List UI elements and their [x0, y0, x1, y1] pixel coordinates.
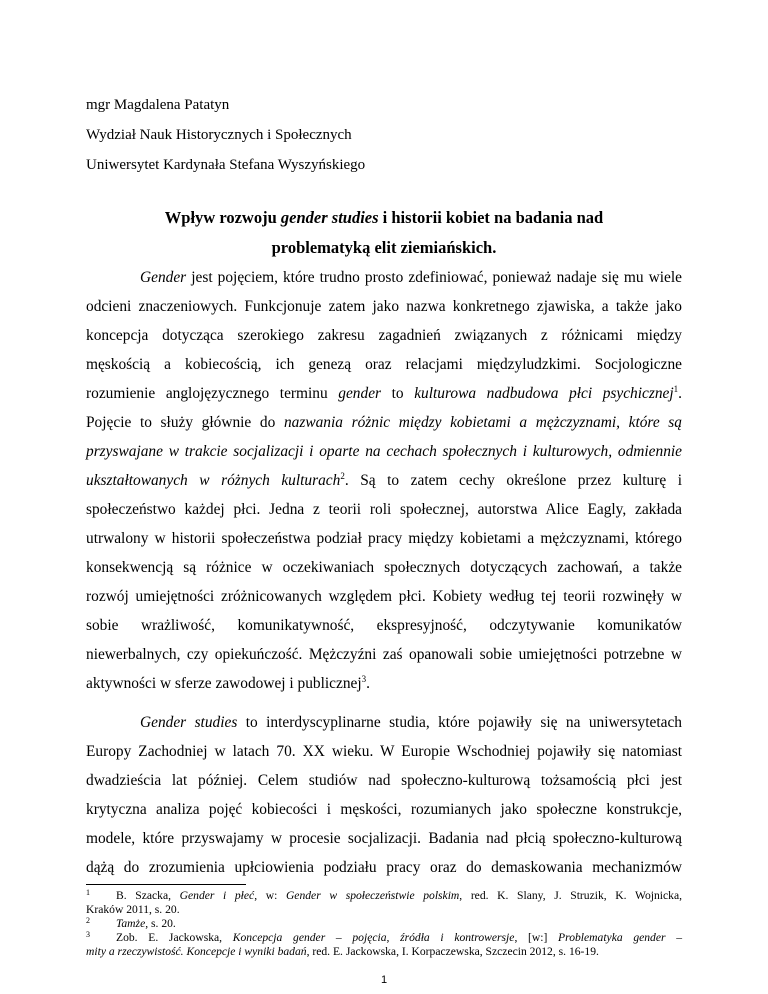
paragraph-1-line-6: Pojęcie to służy głównie do nazwania różnic między kobietami a mężczyznami, które są — [86, 414, 682, 431]
paragraph-2-line-1: Gender studies to interdyscyplinarne studia, które pojawiły się na uniwersytetach — [140, 714, 682, 731]
paragraph-2-line-3: dwadzieścia lat później. Celem studiów nad społeczno-kulturową tożsamością płci jest — [86, 772, 682, 789]
paragraph-2-line-4: krytyczna analiza pojęć kobiecości i męskości, rozumianych jako społeczne konstrukcje, — [86, 801, 682, 818]
paragraph-1-line-11: konsekwencją są różnice w oczekiwaniach społecznych dotyczących zachowań, a także — [86, 559, 682, 576]
footnote-1-line-1: B. Szacka, Gender i płeć, w: Gender w społeczeństwie polskim, red. K. Slany, J. Struzik, K. Wojnicka, — [116, 889, 683, 902]
footnote-ref-2[interactable]: 2 — [340, 470, 345, 481]
footnote-ref-3[interactable]: 3 — [361, 673, 367, 684]
footnote-3-line-1: Zob. E. Jackowska, Koncepcja gender – pojęcia, źródła i kontrowersje, [w:] Problematyka gender – — [116, 931, 682, 944]
footnote-1-mark: 1 — [86, 888, 90, 897]
paragraph-1-line-4: męskością a kobiecością, ich genezą oraz relacjami międzyludzkimi. Socjologiczne — [86, 356, 682, 373]
paragraph-1-line-12: rozwój umiejętności zróżnicowanych względem płci. Kobiety według tej teorii rozwinęły w — [86, 588, 682, 605]
paragraph-2-line-5: modele, które przyswajamy w procesie socjalizacji. Badania nad płcią społeczno-kulturową — [86, 830, 682, 847]
footnote-separator — [86, 884, 246, 885]
footnote-2-mark: 2 — [86, 916, 90, 925]
department-name: Wydział Nauk Historycznych i Społecznych — [86, 127, 352, 143]
paragraph-1-line-8: ukształtowanych w różnych kulturach$^2$. Są to zatem cechy określone przez kulturę i — [86, 470, 683, 489]
paragraph-1-line-14: niewerbalnych, czy opiekuńczość. Mężczyźni zaś opanowali sobie umiejętności potrzebne w — [86, 646, 682, 663]
paragraph-1-line-5: rozumienie anglojęzycznego terminu gender to kulturowa nadbudowa płci psychicznej$^1$. — [86, 383, 683, 402]
paragraph-2-line-2: Europy Zachodniej w latach 70. XX wieku. W Europie Wschodniej pojawiły się natomiast — [86, 743, 682, 760]
footnote-1-line-2: Kraków 2011, s. 20. — [86, 903, 180, 916]
paragraph-1-line-9: społeczeństwo każdej płci. Jedna z teorii roli społecznej, autorstwa Alice Eagly, zakłada — [86, 501, 682, 518]
footnote-ref-1[interactable]: 1 — [673, 383, 679, 394]
document-title-line-2: problematyką elit ziemiańskich. — [271, 238, 497, 257]
footnote-3-line-2: mity a rzeczywistość. Koncepcje i wyniki badań, red. E. Jackowska, I. Korpaczewska, Szczecin 2012, s. 16-19. — [86, 945, 599, 958]
university-name: Uniwersytet Kardynała Stefana Wyszyńskiego — [86, 157, 366, 173]
document-title-line-1: Wpływ rozwoju gender studies i historii kobiet na badania nad — [164, 208, 604, 227]
page-number: 1 — [380, 974, 388, 986]
paragraph-1-line-10: utrwalony w historii społeczeństwa podział pracy między kobietami a mężczyznami, którego — [86, 530, 682, 547]
paragraph-1-line-3: koncepcja dotycząca szerokiego zakresu zagadnień związanych z różnicami między — [86, 327, 682, 344]
paragraph-1-line-15: aktywności w sferze zawodowej i publicznej$^3$. — [86, 673, 371, 692]
paragraph-1-line-2: odcieni znaczeniowych. Funkcjonuje zatem jako nazwa konkretnego zjawiska, a także jako — [86, 298, 682, 315]
paragraph-1-line-1: Gender jest pojęciem, które trudno prosto zdefiniować, ponieważ nadaje się mu wiele — [140, 269, 682, 286]
paragraph-1-line-13: sobie wrażliwość, komunikatywność, ekspresyjność, odczytywanie komunikatów — [86, 617, 682, 634]
footnote-2: Tamże, s. 20. — [116, 917, 176, 930]
paragraph-2-line-6: dążą do zrozumienia upłciowienia podziału pracy oraz do demaskowania mechanizmów — [86, 859, 682, 876]
footnote-3-mark: 3 — [86, 930, 90, 939]
paragraph-1-line-7: przyswajane w trakcie socjalizacji i oparte na cechach społecznych i kulturowych, odmiennie — [86, 443, 682, 460]
title-italic: gender studies — [280, 208, 379, 227]
author-name: mgr Magdalena Patatyn — [86, 97, 230, 113]
